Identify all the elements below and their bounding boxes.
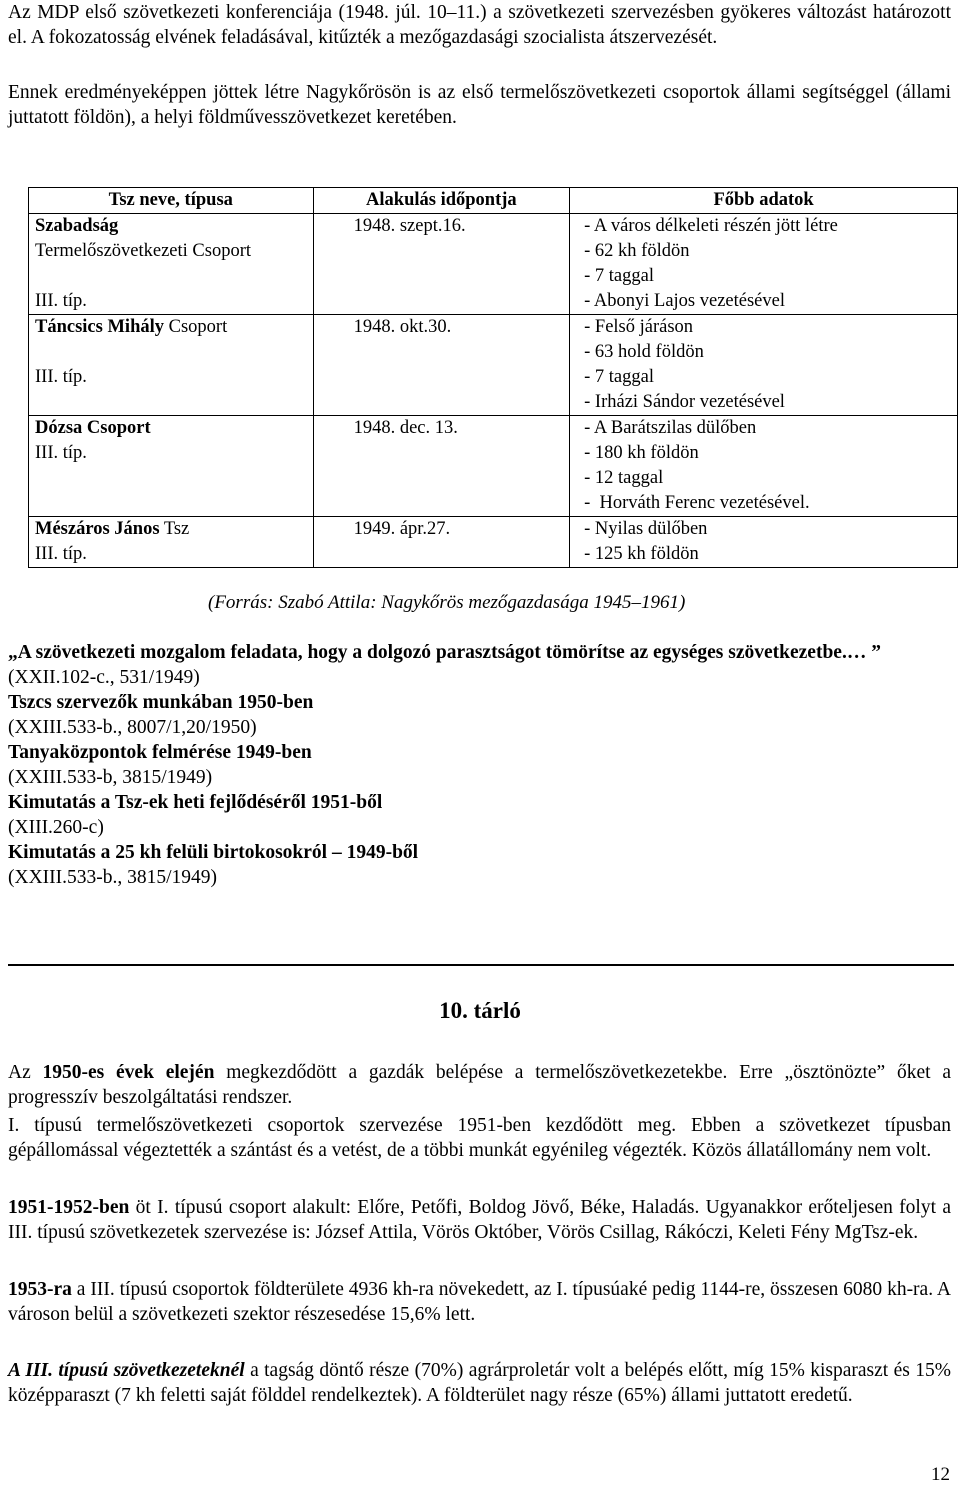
fact-line: - Irházi Sándor vezetésével <box>584 392 785 412</box>
coop-name-cell <box>29 517 314 568</box>
page-number: 12 <box>931 1464 950 1485</box>
emphasis-text: 1950-es évek elején <box>42 1062 215 1083</box>
fact-line: - Abonyi Lajos vezetésével <box>584 291 785 311</box>
archive-title: Tszcs szervezők munkában 1950-ben <box>8 692 314 713</box>
archive-ref: (XXIII.533-b., 3815/1949) <box>8 867 218 888</box>
table-row <box>29 517 958 568</box>
column-header-facts: Főbb adatok <box>570 188 958 214</box>
coop-facts <box>570 315 958 416</box>
fact-line: - 7 taggal <box>584 367 654 387</box>
coop-date: 1948. szept.16. <box>313 214 570 315</box>
coop-type: III. típ. <box>35 367 87 387</box>
fact-line: - 180 kh földön <box>584 443 699 463</box>
emphasis-text: A III. típusú szövetkezeteknél <box>8 1360 245 1381</box>
section-heading: 10. tárló <box>439 998 521 1023</box>
section-paragraph-4 <box>8 1277 951 1327</box>
fact-line: - 12 taggal <box>584 468 664 488</box>
coop-name-rest: Tsz <box>163 519 190 539</box>
section-paragraph-1 <box>8 1060 951 1110</box>
archive-ref: (XIII.260-c) <box>8 817 104 838</box>
coop-name-cell <box>29 214 314 315</box>
archive-references <box>8 640 908 890</box>
fact-line: - 62 kh földön <box>584 241 690 261</box>
column-header-date: Alakulás időpontja <box>313 188 570 214</box>
fact-line: - 63 hold földön <box>584 342 704 362</box>
coop-name-rest: Termelőszövetkezeti Csoport <box>35 241 252 261</box>
coop-type: III. típ. <box>35 544 87 564</box>
coop-date: 1948. dec. 13. <box>313 416 570 517</box>
intro-paragraph-1: Az MDP első szövetkezeti konferenciája (1948. júl. 10–11.) a szövetkezeti szervezésben gyökeres változást határozott el. A fokozatosság elvének feladásával, kitűzték a mezőgazdasági szocialista átszervezését. <box>8 2 951 48</box>
archive-ref: (XXII.102-c., 531/1949) <box>8 667 200 688</box>
coop-name-cell <box>29 416 314 517</box>
archive-ref: (XXIII.533-b., 8007/1,20/1950) <box>8 717 257 738</box>
quote-title: „A szövetkezeti mozgalom feladata, hogy a dolgozó parasztságot tömörítse az egységes szövetkezetbe.… ” <box>8 642 881 663</box>
coop-type: III. típ. <box>35 291 87 311</box>
archive-title: Kimutatás a 25 kh felüli birtokosokról – 1949-ből <box>8 842 419 863</box>
coop-facts <box>570 214 958 315</box>
intro-paragraph-2: Ennek eredményeképpen jöttek létre Nagykőrösön is az első termelőszövetkezeti csoportok állami segítséggel (állami juttatott földön), a helyi földművesszövetkezet keretében. <box>8 82 951 128</box>
coop-name: Dózsa Csoport <box>35 418 151 438</box>
fact-line: - 125 kh földön <box>584 544 699 564</box>
coop-name: Mészáros János <box>35 519 160 539</box>
section-paragraph-5 <box>8 1358 951 1408</box>
text-run: öt I. típusú csoport alakult: Előre, Petőfi, Boldog Jövő, Béke, Haladás. Ugyanakkor erőteljesen folyt a III. típusú szövetkezetek szervezése is: József Attila, Vörös Október, Vörös Csillag, Rákóczi, Keleti Fény MgTsz-ek. <box>8 1197 951 1243</box>
coop-name: Táncsics Mihály <box>35 317 164 337</box>
coop-date: 1949. ápr.27. <box>313 517 570 568</box>
text-run: a III. típusú csoportok földterülete 4936 kh-ra növekedett, az I. típusúaké pedig 1144-re, összesen 6080 kh-ra. A városon belül a szövetkezeti szektor részesedése 15,6% lett. <box>8 1279 951 1325</box>
coop-facts <box>570 517 958 568</box>
section-divider <box>8 964 954 966</box>
text-run: Az <box>8 1062 43 1083</box>
coop-name-rest: Csoport <box>168 317 228 337</box>
coop-type: III. típ. <box>35 443 87 463</box>
column-header-name: Tsz neve, típusa <box>29 188 314 214</box>
coop-name-cell <box>29 315 314 416</box>
text-run: megkezdődött a gazdák belépése a termelőszövetkezetekbe. Erre „ösztönözte” őket a progresszív beszolgáltatási rendszer. <box>8 1062 951 1108</box>
table-row <box>29 416 958 517</box>
emphasis-text: 1951-1952-ben <box>8 1197 130 1218</box>
text-run: a tagság döntő része (70%) agrárproletár volt a belépés előtt, míg 15% kisparaszt és 15% középparaszt (7 kh feletti saját földdel rendelkeztek). A földterület nagy része (65%) állami juttatott eredetű. <box>8 1360 951 1406</box>
section-paragraph-3 <box>8 1195 951 1245</box>
fact-line: - A város délkeleti részén jött létre <box>584 216 838 236</box>
emphasis-text: 1953-ra <box>8 1279 72 1300</box>
fact-line: - Felső járáson <box>584 317 694 337</box>
coop-name: Szabadság <box>35 216 119 236</box>
archive-ref: (XXIII.533-b, 3815/1949) <box>8 767 213 788</box>
fact-line: - A Barátszilas dülőben <box>584 418 757 438</box>
fact-line: - Nyilas dülőben <box>584 519 708 539</box>
fact-line: - 7 taggal <box>584 266 654 286</box>
fact-line: - Horváth Ferenc vezetésével. <box>584 493 810 513</box>
table-header-row <box>29 188 958 214</box>
coop-date: 1948. okt.30. <box>313 315 570 416</box>
section-paragraph-2: I. típusú termelőszövetkezeti csoportok szervezése 1951-ben kezdődött meg. Ebben a szövetkezet típusban gépállomással végeztették a szántást és a vetést, de a többi munkát egyénileg végezték. Közös állatállomány nem volt. <box>8 1115 951 1161</box>
archive-title: Kimutatás a Tsz-ek heti fejlődéséről 1951-ből <box>8 792 383 813</box>
table-row <box>29 315 958 416</box>
table-source-note: (Forrás: Szabó Attila: Nagykőrös mezőgazdasága 1945–1961) <box>208 592 686 613</box>
coop-facts <box>570 416 958 517</box>
cooperatives-table <box>28 187 958 568</box>
table-row <box>29 214 958 315</box>
archive-title: Tanyaközpontok felmérése 1949-ben <box>8 742 312 763</box>
